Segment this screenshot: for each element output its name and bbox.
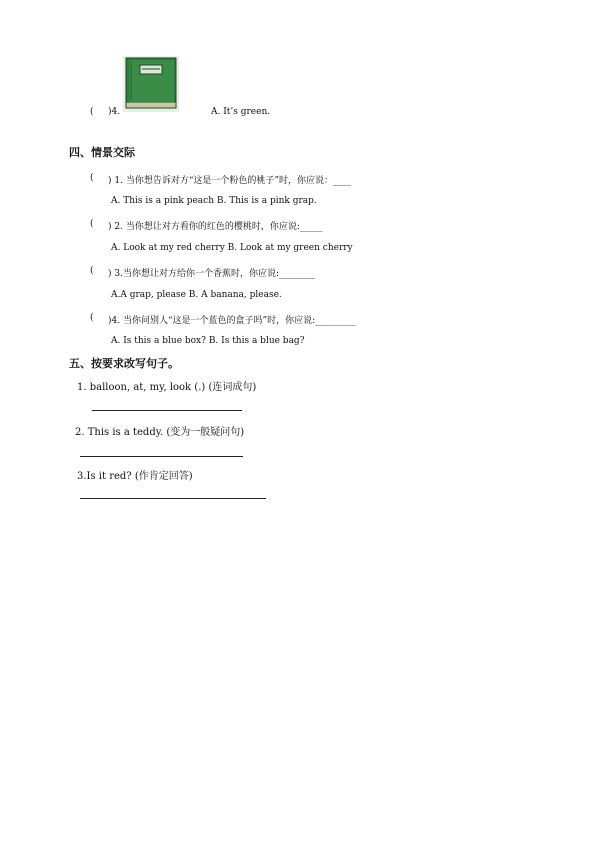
s4-item1-options: A. This is a pink peach B. This is a pink grap. bbox=[111, 196, 317, 206]
s4-item1-question: ) 1. 当你想告诉对方“这是一个粉色的桃子”时，你应说：____ bbox=[108, 176, 352, 186]
s5-item1-text: 1. balloon, at, my, look (.) (连词成句) bbox=[77, 382, 257, 393]
book-icon bbox=[123, 56, 179, 112]
s4-item2-question: ) 2. 当你想让对方看你的红色的樱桃时，你应说:_____ bbox=[108, 222, 323, 232]
s5-item3-text: 3.Is it red? (作肯定回答) bbox=[77, 471, 193, 482]
s4-item4-options: A. Is this a blue box? B. Is this a blue bag? bbox=[111, 336, 305, 346]
s4-item3-question: ) 3.当你想让对方给你一个香蕉时，你应说:________ bbox=[108, 269, 315, 279]
s4-item4-paren: ( bbox=[90, 313, 94, 323]
q4-number: )4. bbox=[108, 107, 121, 117]
s5-item2-text: 2. This is a teddy. (变为一般疑问句) bbox=[75, 427, 245, 438]
s4-item2-options: A. Look at my red cherry B. Look at my green cherry bbox=[111, 243, 353, 253]
q4-paren-open: ( bbox=[90, 107, 94, 117]
s4-item4-question: )4. 当你问别人“这是一个蓝色的盒子吗”时，你应说:_________ bbox=[108, 316, 356, 326]
section-4-title: 四、情景交际 bbox=[69, 146, 135, 159]
s4-item2-paren: ( bbox=[90, 219, 94, 229]
section-5-title: 五、按要求改写句子。 bbox=[69, 357, 179, 370]
s5-item3-answer-line[interactable] bbox=[80, 498, 266, 499]
s4-item3-options: A.A grap, please B. A banana, please. bbox=[111, 290, 282, 300]
s5-item2-answer-line[interactable] bbox=[80, 456, 243, 457]
s4-item1-paren: ( bbox=[90, 173, 94, 183]
s5-item1-answer-line[interactable] bbox=[92, 410, 242, 411]
q4-option-a: A. It’s green. bbox=[211, 107, 271, 117]
s4-item3-paren: ( bbox=[90, 266, 94, 276]
book-image bbox=[123, 56, 179, 112]
